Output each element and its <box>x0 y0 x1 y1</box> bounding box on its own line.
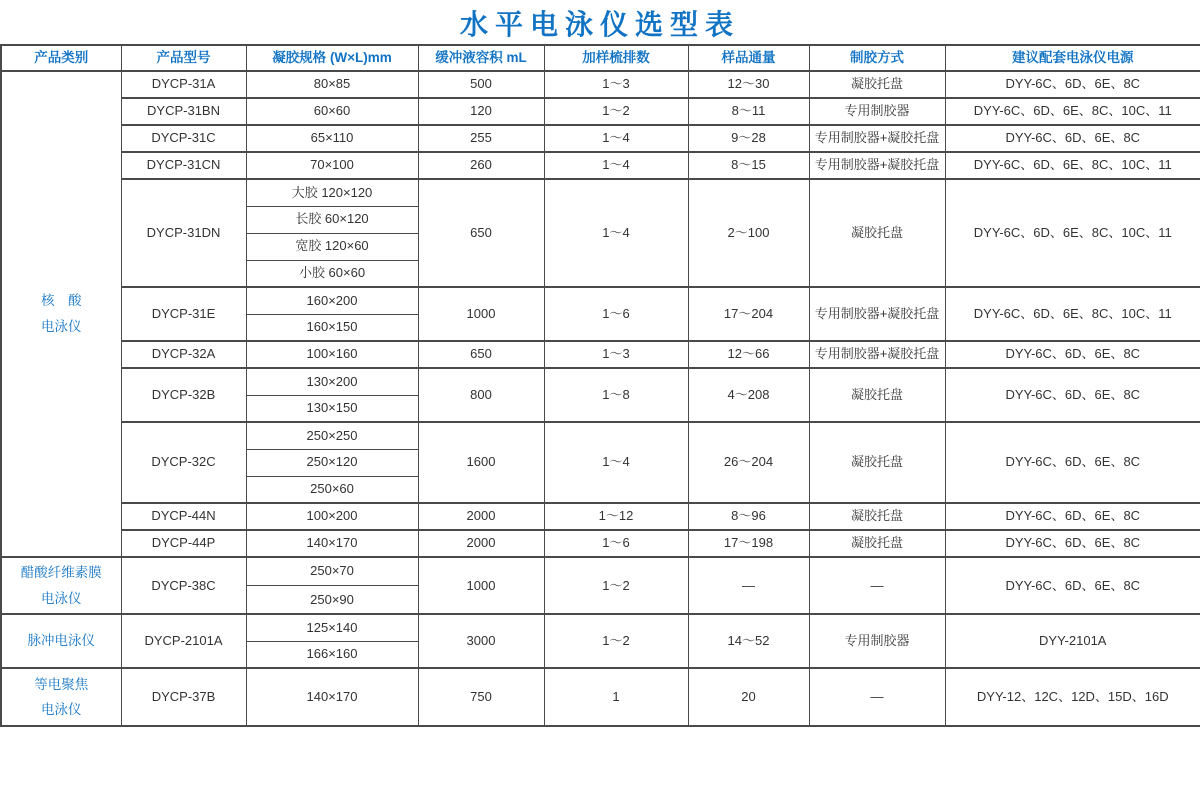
sample-throughput-cell: — <box>688 557 809 614</box>
model-cell: DYCP-38C <box>121 557 246 614</box>
power-supply-cell: DYY-6C、6D、6E、8C、10C、11 <box>945 179 1200 287</box>
comb-rows-cell: 1～6 <box>544 530 688 557</box>
column-header: 制胶方式 <box>809 45 945 71</box>
sample-throughput-cell: 20 <box>688 668 809 726</box>
table-row <box>1 422 1200 449</box>
model-cell: DYCP-31A <box>121 71 246 98</box>
buffer-volume-cell: 650 <box>418 179 544 287</box>
sample-throughput-cell: 26～204 <box>688 422 809 503</box>
gel-casting-cell: 专用制胶器+凝胶托盘 <box>809 287 945 341</box>
gel-spec-cell: 140×170 <box>246 668 418 726</box>
model-cell: DYCP-44P <box>121 530 246 557</box>
table-row <box>1 152 1200 179</box>
column-header: 凝胶规格 (W×L)mm <box>246 45 418 71</box>
table-row <box>1 668 1200 726</box>
table-row <box>1 341 1200 368</box>
model-cell: DYCP-31C <box>121 125 246 152</box>
table-body <box>1 71 1200 726</box>
power-supply-cell: DYY-6C、6D、6E、8C <box>945 341 1200 368</box>
gel-spec-cell: 166×160 <box>246 641 418 668</box>
sample-throughput-cell: 8～15 <box>688 152 809 179</box>
gel-casting-cell: — <box>809 668 945 726</box>
table-row <box>1 368 1200 395</box>
power-supply-cell: DYY-6C、6D、6E、8C <box>945 125 1200 152</box>
gel-casting-cell: 专用制胶器+凝胶托盘 <box>809 125 945 152</box>
power-supply-cell: DYY-6C、6D、6E、8C <box>945 422 1200 503</box>
table-row <box>1 98 1200 125</box>
gel-spec-cell: 100×160 <box>246 341 418 368</box>
model-cell: DYCP-31BN <box>121 98 246 125</box>
gel-spec-cell: 250×120 <box>246 449 418 476</box>
power-supply-cell: DYY-6C、6D、6E、8C、10C、11 <box>945 98 1200 125</box>
model-cell: DYCP-37B <box>121 668 246 726</box>
gel-spec-cell: 65×110 <box>246 125 418 152</box>
comb-rows-cell: 1～2 <box>544 98 688 125</box>
gel-spec-cell: 大胶 120×120 <box>246 179 418 206</box>
gel-spec-cell: 100×200 <box>246 503 418 530</box>
power-supply-cell: DYY-2101A <box>945 614 1200 668</box>
gel-casting-cell: 凝胶托盘 <box>809 179 945 287</box>
buffer-volume-cell: 1000 <box>418 287 544 341</box>
gel-spec-cell: 130×200 <box>246 368 418 395</box>
gel-spec-cell: 250×90 <box>246 586 418 615</box>
gel-casting-cell: 专用制胶器 <box>809 614 945 668</box>
selection-table <box>0 44 1200 727</box>
comb-rows-cell: 1～2 <box>544 614 688 668</box>
sample-throughput-cell: 17～204 <box>688 287 809 341</box>
gel-casting-cell: 专用制胶器+凝胶托盘 <box>809 152 945 179</box>
category-cell: 等电聚焦 电泳仪 <box>1 668 121 726</box>
power-supply-cell: DYY-6C、6D、6E、8C、10C、11 <box>945 287 1200 341</box>
model-cell: DYCP-31E <box>121 287 246 341</box>
model-cell: DYCP-2101A <box>121 614 246 668</box>
model-cell: DYCP-31DN <box>121 179 246 287</box>
comb-rows-cell: 1～3 <box>544 341 688 368</box>
gel-spec-cell: 160×150 <box>246 314 418 341</box>
category-cell: 核 酸 电泳仪 <box>1 71 121 557</box>
buffer-volume-cell: 2000 <box>418 530 544 557</box>
gel-casting-cell: 凝胶托盘 <box>809 422 945 503</box>
gel-spec-cell: 80×85 <box>246 71 418 98</box>
buffer-volume-cell: 500 <box>418 71 544 98</box>
gel-spec-cell: 小胶 60×60 <box>246 260 418 287</box>
comb-rows-cell: 1～12 <box>544 503 688 530</box>
buffer-volume-cell: 120 <box>418 98 544 125</box>
sample-throughput-cell: 8～11 <box>688 98 809 125</box>
gel-spec-cell: 250×60 <box>246 476 418 503</box>
model-cell: DYCP-32B <box>121 368 246 422</box>
buffer-volume-cell: 255 <box>418 125 544 152</box>
gel-casting-cell: 凝胶托盘 <box>809 530 945 557</box>
header-row <box>1 45 1200 71</box>
model-cell: DYCP-32C <box>121 422 246 503</box>
power-supply-cell: DYY-6C、6D、6E、8C <box>945 368 1200 422</box>
power-supply-cell: DYY-12、12C、12D、15D、16D <box>945 668 1200 726</box>
comb-rows-cell: 1～8 <box>544 368 688 422</box>
comb-rows-cell: 1～4 <box>544 125 688 152</box>
comb-rows-cell: 1～3 <box>544 71 688 98</box>
column-header: 缓冲液容积 mL <box>418 45 544 71</box>
table-row <box>1 287 1200 314</box>
sample-throughput-cell: 8～96 <box>688 503 809 530</box>
buffer-volume-cell: 1000 <box>418 557 544 614</box>
power-supply-cell: DYY-6C、6D、6E、8C <box>945 530 1200 557</box>
comb-rows-cell: 1～4 <box>544 179 688 287</box>
gel-casting-cell: 凝胶托盘 <box>809 71 945 98</box>
gel-spec-cell: 250×250 <box>246 422 418 449</box>
buffer-volume-cell: 1600 <box>418 422 544 503</box>
table-row <box>1 125 1200 152</box>
page-title: 水平电泳仪选型表 <box>459 9 740 40</box>
category-cell: 醋酸纤维素膜 电泳仪 <box>1 557 121 614</box>
gel-spec-cell: 130×150 <box>246 395 418 422</box>
sample-throughput-cell: 9～28 <box>688 125 809 152</box>
column-header: 样品通量 <box>688 45 809 71</box>
gel-casting-cell: 专用制胶器 <box>809 98 945 125</box>
column-header: 产品类别 <box>1 45 121 71</box>
model-cell: DYCP-44N <box>121 503 246 530</box>
sample-throughput-cell: 2～100 <box>688 179 809 287</box>
buffer-volume-cell: 2000 <box>418 503 544 530</box>
gel-casting-cell: — <box>809 557 945 614</box>
sample-throughput-cell: 14～52 <box>688 614 809 668</box>
gel-casting-cell: 凝胶托盘 <box>809 503 945 530</box>
gel-spec-cell: 160×200 <box>246 287 418 314</box>
gel-spec-cell: 宽胶 120×60 <box>246 233 418 260</box>
table-row <box>1 179 1200 206</box>
column-header: 建议配套电泳仪电源 <box>945 45 1200 71</box>
column-header: 产品型号 <box>121 45 246 71</box>
buffer-volume-cell: 750 <box>418 668 544 726</box>
gel-spec-cell: 长胶 60×120 <box>246 206 418 233</box>
power-supply-cell: DYY-6C、6D、6E、8C <box>945 557 1200 614</box>
buffer-volume-cell: 260 <box>418 152 544 179</box>
sample-throughput-cell: 17～198 <box>688 530 809 557</box>
comb-rows-cell: 1～4 <box>544 152 688 179</box>
comb-rows-cell: 1 <box>544 668 688 726</box>
sample-throughput-cell: 4～208 <box>688 368 809 422</box>
table-row <box>1 71 1200 98</box>
sample-throughput-cell: 12～66 <box>688 341 809 368</box>
column-header: 加样梳排数 <box>544 45 688 71</box>
table-row <box>1 614 1200 641</box>
model-cell: DYCP-32A <box>121 341 246 368</box>
gel-spec-cell: 70×100 <box>246 152 418 179</box>
comb-rows-cell: 1～6 <box>544 287 688 341</box>
power-supply-cell: DYY-6C、6D、6E、8C <box>945 71 1200 98</box>
gel-spec-cell: 60×60 <box>246 98 418 125</box>
category-cell: 脉冲电泳仪 <box>1 614 121 668</box>
buffer-volume-cell: 800 <box>418 368 544 422</box>
buffer-volume-cell: 3000 <box>418 614 544 668</box>
power-supply-cell: DYY-6C、6D、6E、8C、10C、11 <box>945 152 1200 179</box>
table-row <box>1 530 1200 557</box>
model-cell: DYCP-31CN <box>121 152 246 179</box>
gel-spec-cell: 250×70 <box>246 557 418 586</box>
sample-throughput-cell: 12～30 <box>688 71 809 98</box>
comb-rows-cell: 1～4 <box>544 422 688 503</box>
gel-spec-cell: 125×140 <box>246 614 418 641</box>
gel-spec-cell: 140×170 <box>246 530 418 557</box>
comb-rows-cell: 1～2 <box>544 557 688 614</box>
power-supply-cell: DYY-6C、6D、6E、8C <box>945 503 1200 530</box>
buffer-volume-cell: 650 <box>418 341 544 368</box>
table-row <box>1 557 1200 586</box>
gel-casting-cell: 专用制胶器+凝胶托盘 <box>809 341 945 368</box>
gel-casting-cell: 凝胶托盘 <box>809 368 945 422</box>
table-row <box>1 503 1200 530</box>
